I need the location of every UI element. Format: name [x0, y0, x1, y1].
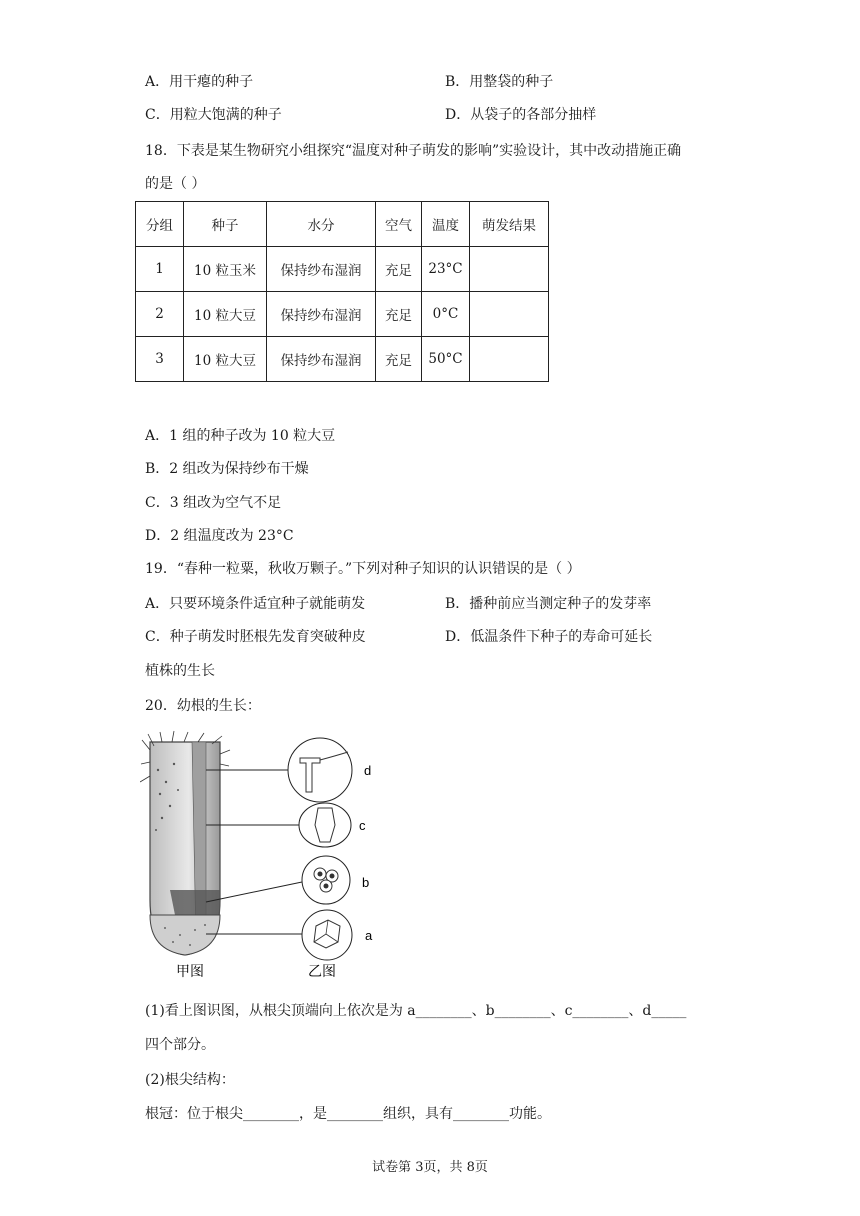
q18-option-b: B．2 组改为保持纱布干燥 — [145, 461, 309, 477]
table-cell: 充足 — [376, 337, 422, 382]
table-header-row — [136, 202, 549, 247]
q19-option-c: C．种子萌发时胚根先发育突破种皮 — [145, 629, 366, 645]
table-cell: 10 粒大豆 — [184, 337, 267, 382]
label-d: d — [364, 763, 372, 778]
table-cell — [470, 247, 549, 292]
experiment-table — [135, 201, 549, 382]
q20-sub1-line1: (1)看上图识图，从根尖顶端向上依次是为 a________、b________、c________、d_____ — [145, 1003, 687, 1019]
table-row — [136, 292, 549, 337]
table-cell: 保持纱布湿润 — [267, 247, 376, 292]
q18-option-d: D．2 组温度改为 23°C — [145, 528, 294, 544]
table-header-cell: 萌发结果 — [470, 202, 549, 247]
cell-d-diagram — [288, 738, 352, 802]
table-cell: 充足 — [376, 247, 422, 292]
table-cell — [470, 292, 549, 337]
cell-a-diagram — [302, 910, 352, 960]
label-b: b — [362, 875, 370, 890]
table-cell: 保持纱布湿润 — [267, 337, 376, 382]
q19-option-b: B．播种前应当测定种子的发芽率 — [445, 596, 652, 612]
table-cell: 0°C — [422, 292, 470, 337]
q19-stem: 19．“春种一粒粟，秋收万颗子。”下列对种子知识的认识错误的是（ ） — [145, 561, 581, 577]
figure-label-right: 乙图 — [308, 963, 336, 979]
q19-option-d: D．低温条件下种子的寿命可延长 — [445, 629, 653, 645]
table-cell: 50°C — [422, 337, 470, 382]
q17-option-b: B．用整袋的种子 — [445, 74, 554, 90]
q20-sub2-title: (2)根尖结构： — [145, 1072, 235, 1088]
q20-sub1-line2: 四个部分。 — [145, 1037, 215, 1053]
cell-c-diagram — [299, 803, 351, 847]
q17-option-c: C．用粒大饱满的种子 — [145, 107, 282, 123]
q17-option-d: D．从袋子的各部分抽样 — [445, 107, 597, 123]
table-cell: 2 — [136, 292, 184, 337]
table-header-cell: 空气 — [376, 202, 422, 247]
table-cell: 保持纱布湿润 — [267, 292, 376, 337]
q18-stem-line1: 18．下表是某生物研究小组探究“温度对种子萌发的影响”实验设计，其中改动措施正确 — [145, 143, 682, 159]
table-cell: 3 — [136, 337, 184, 382]
q18-option-c: C．3 组改为空气不足 — [145, 495, 282, 511]
label-c: c — [359, 818, 366, 833]
root-tip-figure — [140, 730, 385, 980]
table-cell: 23°C — [422, 247, 470, 292]
table-header-cell: 种子 — [184, 202, 267, 247]
table-cell: 10 粒玉米 — [184, 247, 267, 292]
table-row — [136, 337, 549, 382]
cell-b-diagram — [302, 856, 350, 904]
label-a: a — [365, 928, 373, 943]
table-header-cell: 水分 — [267, 202, 376, 247]
figure-label-left: 甲图 — [176, 963, 204, 979]
q20-sub2-line1: 根冠：位于根尖________，是________组织，具有________功能。 — [145, 1106, 551, 1122]
q18-option-a: A．1 组的种子改为 10 粒大豆 — [145, 428, 336, 444]
table-cell: 10 粒大豆 — [184, 292, 267, 337]
table-row — [136, 247, 549, 292]
q17-option-a: A．用干瘪的种子 — [145, 74, 254, 90]
table-cell: 1 — [136, 247, 184, 292]
table-cell — [470, 337, 549, 382]
q20-stem: 20．幼根的生长： — [145, 698, 261, 714]
q18-stem-line2: 的是（ ） — [145, 176, 206, 192]
table-header-cell: 分组 — [136, 202, 184, 247]
q19-option-a: A．只要环境条件适宜种子就能萌发 — [145, 596, 366, 612]
root-diagram — [140, 731, 230, 955]
section-title: 植株的生长 — [145, 663, 215, 679]
page-footer: 试卷第 3页，共 8页 — [372, 1160, 488, 1175]
table-cell: 充足 — [376, 292, 422, 337]
table-header-cell: 温度 — [422, 202, 470, 247]
